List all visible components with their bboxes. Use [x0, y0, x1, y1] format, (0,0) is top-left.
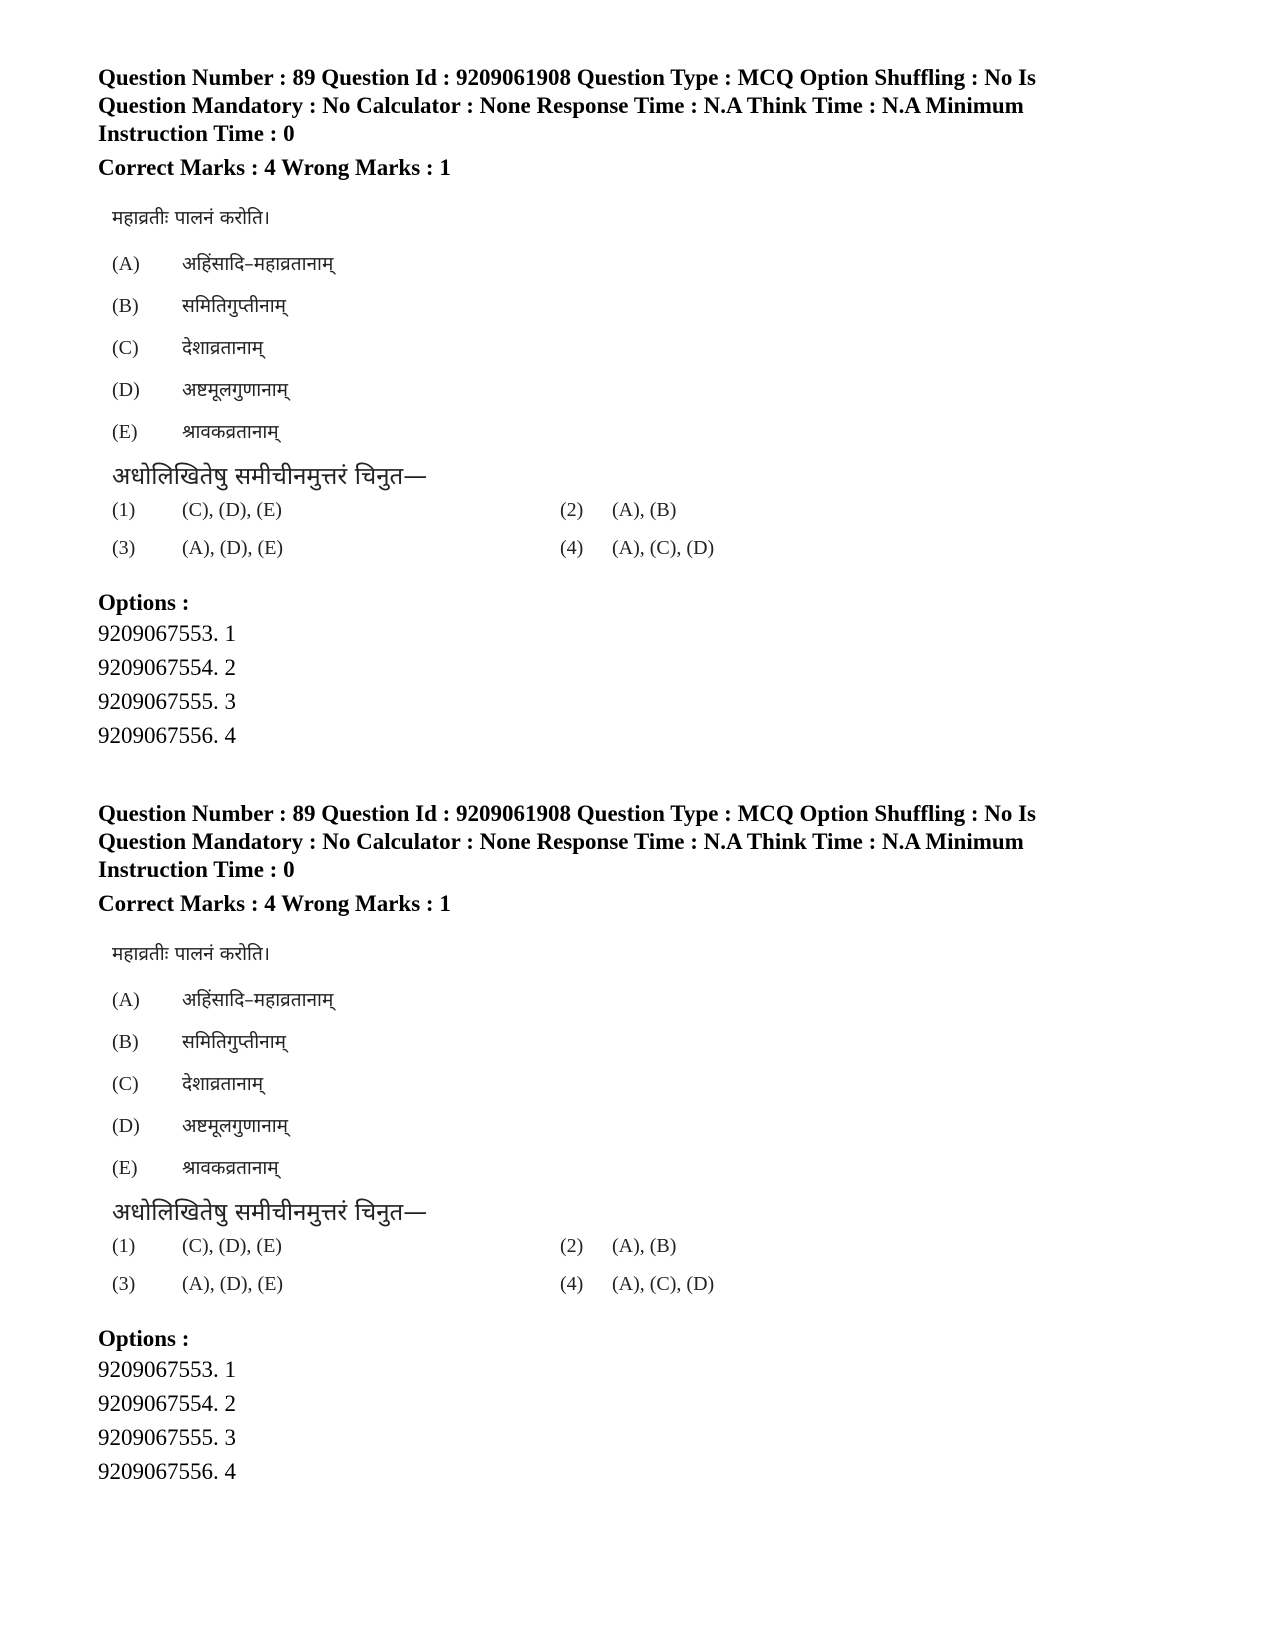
option-item: 9209067556. 4 [98, 1459, 236, 1484]
choice-text: (A), (C), (D) [612, 1273, 715, 1295]
statement-text: अहिंसादि–महाव्रतानाम् [182, 253, 334, 275]
statement-text: अहिंसादि–महाव्रतानाम् [182, 989, 334, 1011]
statement-label: (B) [112, 1031, 139, 1053]
statement-label: (B) [112, 295, 139, 317]
statement-label: (D) [112, 1115, 140, 1137]
question-meta-line: Question Mandatory : No Calculator : None Response Time : N.A Think Time : N.A Minimum [98, 93, 1024, 118]
option-item: 9209067554. 2 [98, 1391, 236, 1416]
question-block [98, 64, 1178, 753]
choice-text: (A), (D), (E) [182, 537, 284, 559]
instruction-text: अधोलिखितेषु समीचीनमुत्तरं चिनुत— [112, 1198, 428, 1226]
choice-text: (A), (B) [612, 1235, 677, 1257]
statement-text: समितिगुप्तीनाम् [182, 295, 287, 317]
instruction-text: अधोलिखितेषु समीचीनमुत्तरं चिनुत— [112, 462, 428, 490]
question-meta-line: Question Number : 89 Question Id : 9209061908 Question Type : MCQ Option Shuffling : No Is [98, 801, 1037, 826]
choice-text: (A), (D), (E) [182, 1273, 284, 1295]
statement-label: (C) [112, 337, 139, 359]
statement-b [112, 292, 286, 318]
choice-text: (A), (B) [612, 499, 677, 521]
statement-label: (A) [112, 253, 140, 275]
question-meta-line: Instruction Time : 0 [98, 121, 295, 146]
choice-4 [560, 537, 714, 560]
question-stem: महाव्रतीः पालनं करोति। [112, 207, 270, 229]
statement-e [112, 1154, 279, 1180]
statement-d [112, 1112, 288, 1138]
question-meta-line: Instruction Time : 0 [98, 857, 295, 882]
statement-label: (C) [112, 1073, 139, 1095]
question-block [98, 800, 1178, 1489]
choice-text: (C), (D), (E) [182, 499, 282, 521]
choice-number: (1) [112, 1235, 136, 1257]
statement-text: देशाव्रतानाम् [182, 1073, 264, 1095]
statement-label: (E) [112, 421, 138, 443]
statement-text: अष्टमूलगुणानाम् [182, 1115, 289, 1137]
option-item: 9209067553. 1 [98, 621, 236, 646]
option-item: 9209067556. 4 [98, 723, 236, 748]
choice-text: (C), (D), (E) [182, 1235, 282, 1257]
choice-3 [112, 537, 283, 560]
statement-label: (E) [112, 1157, 138, 1179]
option-item: 9209067553. 1 [98, 1357, 236, 1382]
question-meta-line: Question Number : 89 Question Id : 9209061908 Question Type : MCQ Option Shuffling : No Is [98, 65, 1037, 90]
statement-text: श्रावकव्रतानाम् [182, 421, 279, 443]
choice-1 [112, 1235, 282, 1258]
statement-a [112, 250, 333, 276]
statement-text: अष्टमूलगुणानाम् [182, 379, 289, 401]
choice-1 [112, 499, 282, 522]
statement-label: (D) [112, 379, 140, 401]
question-meta-line: Question Mandatory : No Calculator : None Response Time : N.A Think Time : N.A Minimum [98, 829, 1024, 854]
statement-e [112, 418, 279, 444]
choice-4 [560, 1273, 714, 1296]
choice-number: (3) [112, 537, 136, 559]
choice-2 [560, 1235, 676, 1258]
statement-text: समितिगुप्तीनाम् [182, 1031, 287, 1053]
choice-number: (1) [112, 499, 136, 521]
choice-2 [560, 499, 676, 522]
option-item: 9209067555. 3 [98, 689, 236, 714]
marks-line: Correct Marks : 4 Wrong Marks : 1 [98, 155, 451, 180]
option-item: 9209067555. 3 [98, 1425, 236, 1450]
choice-number: (2) [560, 499, 584, 521]
statement-c [112, 1070, 263, 1096]
option-item: 9209067554. 2 [98, 655, 236, 680]
choice-number: (2) [560, 1235, 584, 1257]
choice-3 [112, 1273, 283, 1296]
options-title: Options : [98, 590, 190, 615]
statement-label: (A) [112, 989, 140, 1011]
statement-text: देशाव्रतानाम् [182, 337, 264, 359]
question-image [112, 930, 812, 1313]
statement-d [112, 376, 288, 402]
statement-a [112, 986, 333, 1012]
choice-number: (3) [112, 1273, 136, 1295]
question-stem: महाव्रतीः पालनं करोति। [112, 943, 270, 965]
question-image [112, 194, 812, 577]
statement-text: श्रावकव्रतानाम् [182, 1157, 279, 1179]
choice-number: (4) [560, 1273, 584, 1295]
choice-number: (4) [560, 537, 584, 559]
choice-text: (A), (C), (D) [612, 537, 715, 559]
statement-b [112, 1028, 286, 1054]
statement-c [112, 334, 263, 360]
marks-line: Correct Marks : 4 Wrong Marks : 1 [98, 891, 451, 916]
options-title: Options : [98, 1326, 190, 1351]
